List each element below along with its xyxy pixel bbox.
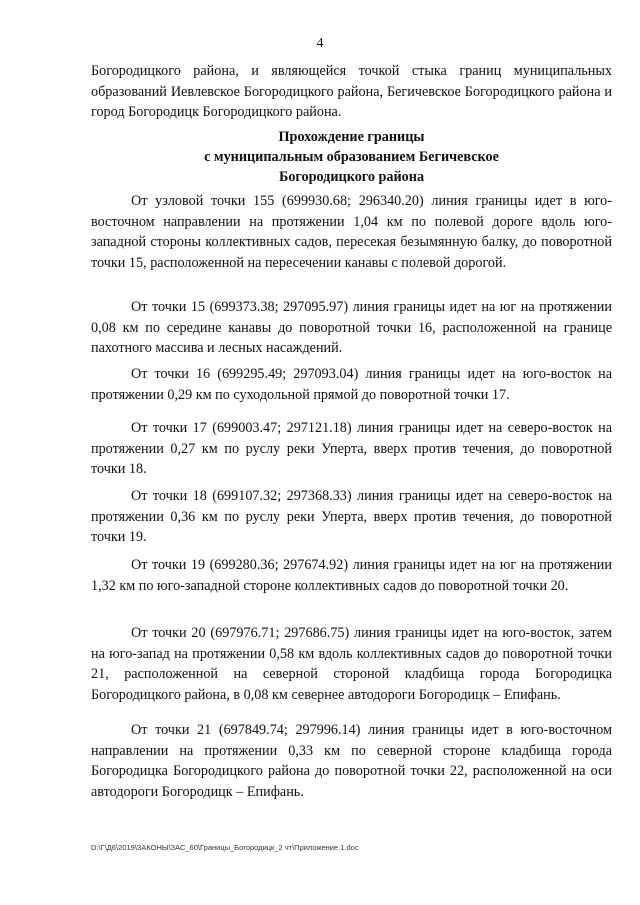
paragraph-point-19: От точки 19 (699280.36; 297674.92) линия границы идет на юг на протяжении 1,32 км по юго-западной стороне коллективных садов до поворотной точки 20. <box>91 557 612 594</box>
section-heading <box>91 127 612 187</box>
paragraph-point-16: От точки 16 (699295.49; 297093.04) линия границы идет на юго-восток на протяжении 0,29 км по суходольной прямой до поворотной точки 17. <box>91 366 612 403</box>
paragraph-point-155: От узловой точки 155 (699930.68; 296340.20) линия границы идет в юго-восточном направлении на протяжении 1,04 км по полевой дороге вдоль юго-западной стороны коллективных садов, пересекая безымянную балку, до поворотной точки 15, расположенной на пересечении канавы с полевой дорогой. <box>91 193 612 271</box>
page-number: 4 <box>316 36 324 51</box>
paragraph-point-15: От точки 15 (699373.38; 297095.97) линия границы идет на юг на протяжении 0,08 км по середине канавы до поворотной точки 16, расположенной на границе пахотного массива и лесных насаждений. <box>91 299 612 356</box>
paragraph-point-18: От точки 18 (699107.32; 297368.33) линия границы идет на северо-восток на протяжении 0,36 км по руслу реки Уперта, вверх против течения, до поворотной точки 19. <box>91 488 612 545</box>
intro-paragraph: Богородицкого района, и являющейся точкой стыка границ муниципальных образований Иевлевское Богородицкого района, Бегичевское Богородицкого района и город Богородицк Богородицкого района. <box>91 63 612 120</box>
heading-line-1: Прохождение границы <box>278 129 425 145</box>
paragraph-point-20: От точки 20 (697976.71; 297686.75) линия границы идет на юго-восток, затем на юго-запад на протяжении 0,58 км вдоль коллективных садов до поворотной точки 21, расположенной на северной стороной кладбища города Богородицка Богородицкого района, в 0,08 км севернее автодороги Богородицк – Епифань. <box>91 625 612 703</box>
paragraph-point-21: От точки 21 (697849.74; 297996.14) линия границы идет в юго-восточном направлении на протяжении 0,33 км по северной стороне кладбища города Богородицка Богородицкого района до поворотной точки 22, расположенной на оси автодороги Богородицк – Епифань. <box>91 722 612 800</box>
file-path-footer: D:\Г\Д6\2019\ЗАКОНЫ\ЗАС_60\Границы_Богородицк_2 чт\Приложение 1.doc <box>91 843 359 852</box>
heading-line-2: с муниципальным образованием Бегичевское <box>204 149 499 165</box>
paragraph-point-17: От точки 17 (699003.47; 297121.18) линия границы идет на северо-восток на протяжении 0,27 км по руслу реки Уперта, вверх против течения, до поворотной точки 18. <box>91 420 612 477</box>
heading-line-3: Богородицкого района <box>278 169 425 185</box>
